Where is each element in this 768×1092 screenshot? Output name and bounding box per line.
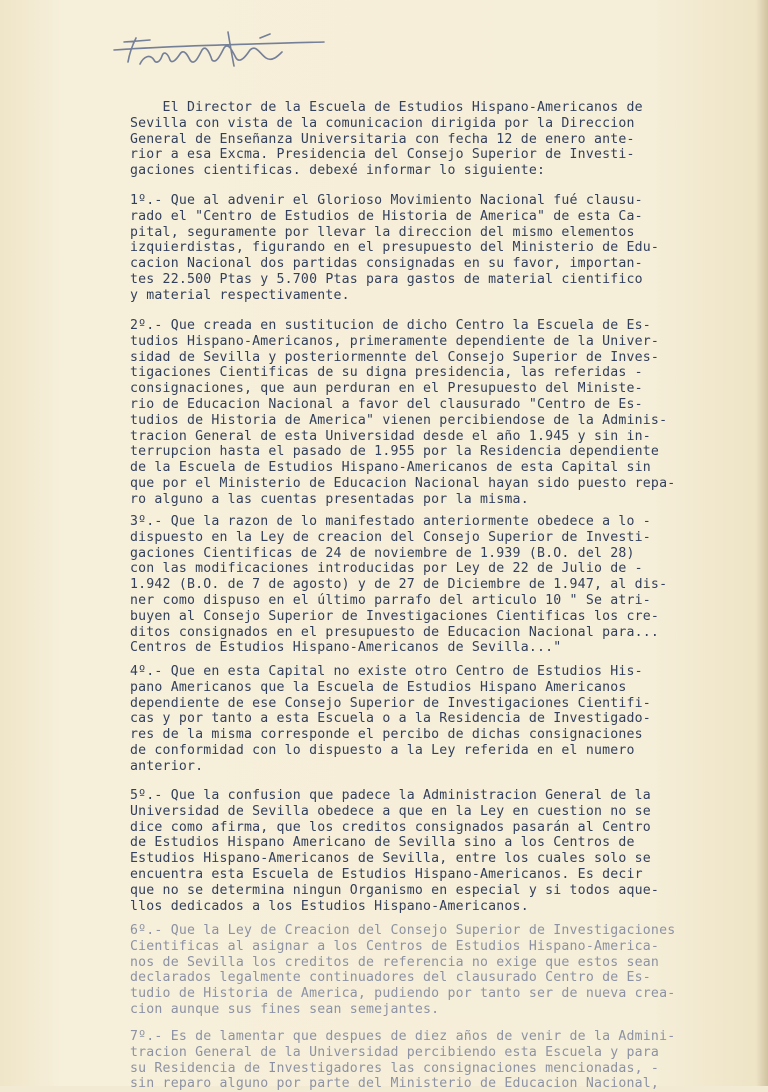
handwritten-signature <box>110 20 330 80</box>
numbered-paragraph-1: 1º.- Que al advenir el Glorioso Movimiento Nacional fué clausu- rado el "Centro de Estudios de Historia de America" de esta Ca- pital, seguramente por llevar la direccion del mismo elementos izquierdistas, figurando en el presupuesto del Ministerio de Edu- cacion Nacional dos partidas consignadas en su favor, importan- tes 22.500 Ptas y 5.700 Ptas para gastos de material cientifico y material respectivamente. <box>130 193 660 303</box>
numbered-paragraph-6: 6º.- Que la Ley de Creacion del Consejo Superior de Investigaciones Cientificas al asignar a los Centros de Estudios Hispano-America- nos de Sevilla los creditos de referencia no exige que estos sean declarados legalmente continuadores del clausurado Centro de Es- tudio de Historia de America, pudiendo por tanto ser de nueva crea- cion aunque sus fines sean semejantes. <box>130 923 676 1017</box>
numbered-paragraph-5: 5º.- Que la confusion que padece la Administracion General de la Universidad de Sevilla obedece a que en la Ley en cuestion no se dice como afirma, que los creditos consignados pasarán al Centro de Estudios Hispano Americano de Sevilla sino a los Centros de Estudios Hispano-Americanos de Sevilla, entre los cuales solo se encuentra esta Escuela de Estudios Hispano-Americanos. Es decir que no se determina ningun Organismo en especial y si todos aque- llos dedicados a los Estudios Hispano-Americanos. <box>130 788 660 914</box>
numbered-paragraph-2: 2º.- Que creada en sustitucion de dicho Centro la Escuela de Es- tudios Hispano-Americanos, primeramente dependiente de la Univer- sidad de Sevilla y posteriormennte del Consejo Superior de Inves- tigaciones Cientificas de su digna presidencia, las referidas - consignaciones, que aun perduran en el Presupuesto del Ministe- rio de Educacion Nacional a favor del clausurado "Centro de Es- tudios de Historia de America" vienen percibiendose de la Adminis- tracion General de esta Universidad desde el año 1.945 y sin in- terrupcion hasta el pasado de 1.955 por la Residencia dependiente de la Escuela de Estudios Hispano-Americanos de esta Capital sin que por el Ministerio de Educacion Nacional hayan sido puesto repa- ro alguno a las cuentas presentadas por la misma. <box>130 318 676 507</box>
intro-paragraph: El Director de la Escuela de Estudios Hispano-Americanos de Sevilla con vista de la comunicacion dirigida por la Direccion General de Enseñanza Universitaria con fecha 12 de enero ante- rior a esa Excma. Presidencia del Consejo Superior de Investi- gaciones cientificas. debexé informar lo siguiente: <box>130 100 643 179</box>
numbered-paragraph-7: 7º.- Es de lamentar que despues de diez años de venir de la Admini- tracion General de la Universidad percibiendo esta Escuela y para su Residencia de Investigadores las consignaciones mencionadas, - sin reparo alguno por parte del Ministerio de Educacion Nacional, <box>130 1029 676 1092</box>
page-edge-shadow <box>756 0 768 1086</box>
numbered-paragraph-3: 3º.- Que la razon de lo manifestado anteriormente obedece a lo - dispuesto en la Ley de creacion del Consejo Superior de Investi- gaciones Cientificas de 24 de noviembre de 1.939 (B.O. del 28) con las modificaciones introducidas por Ley de 22 de Julio de - 1.942 (B.O. de 7 de agosto) y de 27 de Diciembre de 1.947, al dis- ner como dispuso en el último parrafo del articulo 10 " Se atri- buyen al Consejo Superior de Investigaciones Cientificas los cre- ditos consignados en el presupuesto de Educacion Nacional para... Centros de Estudios Hispano-Americanos de Sevilla..." <box>130 514 668 656</box>
numbered-paragraph-4: 4º.- Que en esta Capital no existe otro Centro de Estudios His- pano Americanos que la Escuela de Estudios Hispano Americanos dependiente de ese Consejo Superior de Investigaciones Cientifi- cas y por tanto a esta Escuela o a la Residencia de Investigado- res de la misma corresponde el percibo de dichas consignaciones de conformidad con lo dispuesto a la Ley referida en el numero anterior. <box>130 664 651 774</box>
